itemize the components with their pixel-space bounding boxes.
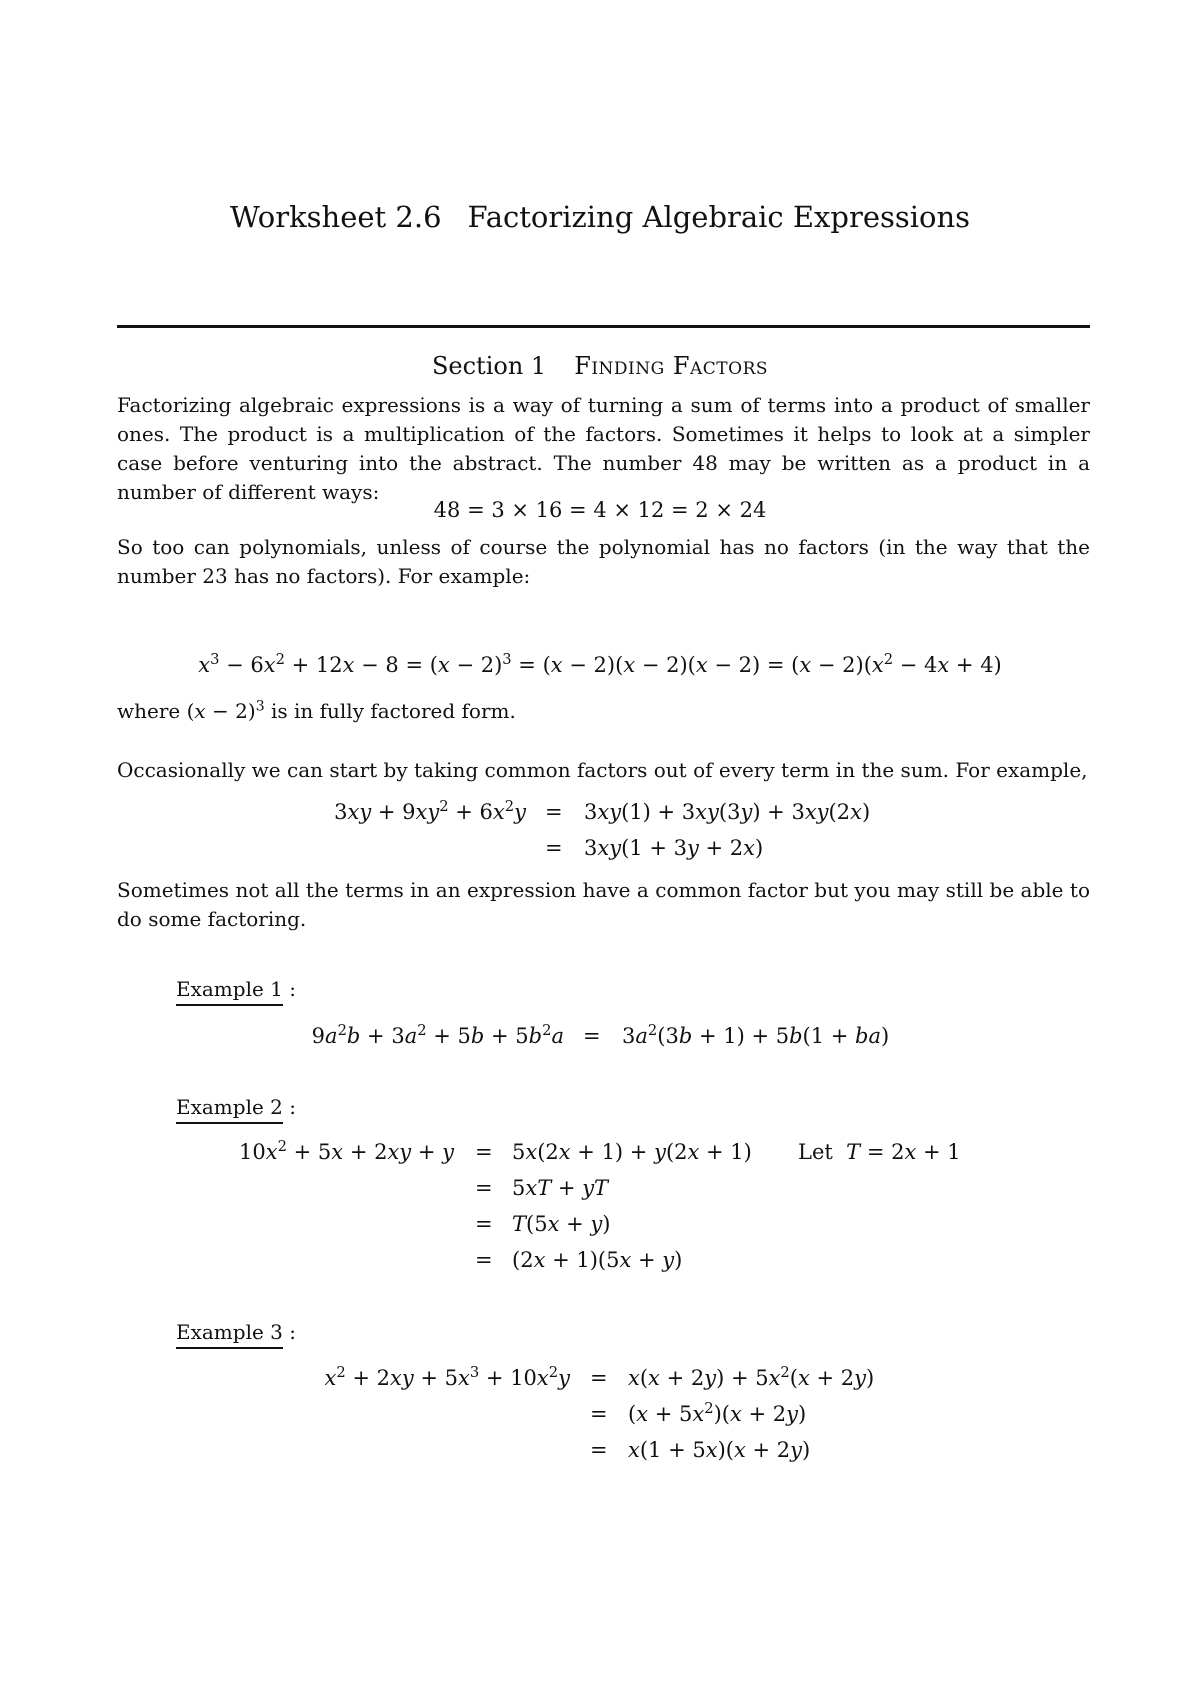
worksheet-number: Worksheet 2.6	[229, 200, 442, 234]
example-1-equation	[0, 1024, 1200, 1060]
ex2-lhs: $10x^2 + 5x + 2xy + y$	[239, 1138, 454, 1164]
example-2-equations	[0, 1140, 1200, 1280]
equation-cubic-factored: $x^3 - 6x^2 + 12x - 8 = (x - 2)^3 = (x - 2)(x - 2)(x - 2) = (x - 2)(x^2 - 4x + 4)$	[198, 651, 1002, 677]
ex2-rhs-1: 5x(2x + 1) + y(2x + 1)	[512, 1140, 752, 1164]
ex1-lhs: $9a^2b + 3a^2 + 5b + 5b^2a$	[311, 1022, 564, 1048]
horizontal-rule	[117, 325, 1090, 328]
section-number: Section 1	[431, 352, 547, 380]
cf-rhs-2: 3xy(1 + 3y + 2x)	[584, 836, 764, 860]
section-name: Finding Factors	[574, 352, 769, 380]
cf-lhs: $3xy + 9xy^2 + 6x^2y$	[334, 798, 526, 824]
ex2-let-note: Let T = 2x + 1	[798, 1140, 961, 1164]
ex1-rhs: $3a^2(3b + 1) + 5b(1 + ba)$	[622, 1022, 890, 1048]
example-2-label: Example 2 :	[176, 1095, 296, 1124]
cf-equals-2: =	[545, 836, 563, 860]
ex3-rhs-2: $(x + 5x^2)(x + 2y)$	[628, 1400, 807, 1426]
cf-equals-1: =	[545, 800, 563, 824]
intro-paragraph-1: Factorizing algebraic expressions is a way of turning a sum of terms into a product of smaller ones. The product is a multiplication of the factors. Sometimes it helps to look at a simpler case before venturing into the abstract. The number 48 may be written as a product in a number of different ways:	[117, 393, 1090, 504]
intro-paragraph-3	[117, 697, 1090, 726]
p3-suffix: is in fully factored form.	[270, 699, 516, 723]
worksheet-title: Factorizing Algebraic Expressions	[467, 200, 971, 234]
ex2-equals-3: =	[475, 1212, 493, 1236]
ex3-equals-2: =	[590, 1402, 608, 1426]
example-3-label: Example 3 :	[176, 1320, 296, 1349]
ex2-rhs-2: 5xT + yT	[512, 1176, 609, 1200]
p3-math: $(x - 2)^3$	[186, 698, 265, 723]
ex3-equals-3: =	[590, 1438, 608, 1462]
ex3-rhs-3: x(1 + 5x)(x + 2y)	[628, 1438, 811, 1462]
ex1-equals: =	[583, 1024, 601, 1048]
ex2-equals-1: =	[475, 1140, 493, 1164]
example-1-label: Example 1 :	[176, 977, 296, 1006]
ex3-lhs: $x^2 + 2xy + 5x^3 + 10x^2y$	[324, 1364, 570, 1390]
ex2-equals-4: =	[475, 1248, 493, 1272]
cf-rhs-1: 3xy(1) + 3xy(3y) + 3xy(2x)	[584, 800, 871, 824]
example-3-equations	[0, 1366, 1200, 1476]
intro-paragraph-5: Sometimes not all the terms in an expression have a common factor but you may still be able to do some factoring.	[117, 878, 1090, 931]
intro-paragraph-2: So too can polynomials, unless of course the polynomial has no factors (in the way that the number 23 has no factors). For example:	[117, 535, 1090, 588]
section-heading	[0, 352, 1200, 380]
equation-48: 48 = 3 × 16 = 4 × 12 = 2 × 24	[433, 498, 767, 522]
p3-prefix: where	[117, 699, 181, 723]
intro-paragraph-4: Occasionally we can start by taking common factors out of every term in the sum. For example,	[117, 758, 1088, 782]
ex2-rhs-4: (2x + 1)(5x + y)	[512, 1248, 683, 1272]
ex2-rhs-3: T(5x + y)	[512, 1212, 611, 1236]
common-factor-equations	[0, 800, 1200, 870]
ex3-equals-1: =	[590, 1366, 608, 1390]
ex3-rhs-1: $x(x + 2y) + 5x^2(x + 2y)$	[628, 1364, 875, 1390]
page-title	[0, 200, 1200, 234]
ex2-equals-2: =	[475, 1176, 493, 1200]
